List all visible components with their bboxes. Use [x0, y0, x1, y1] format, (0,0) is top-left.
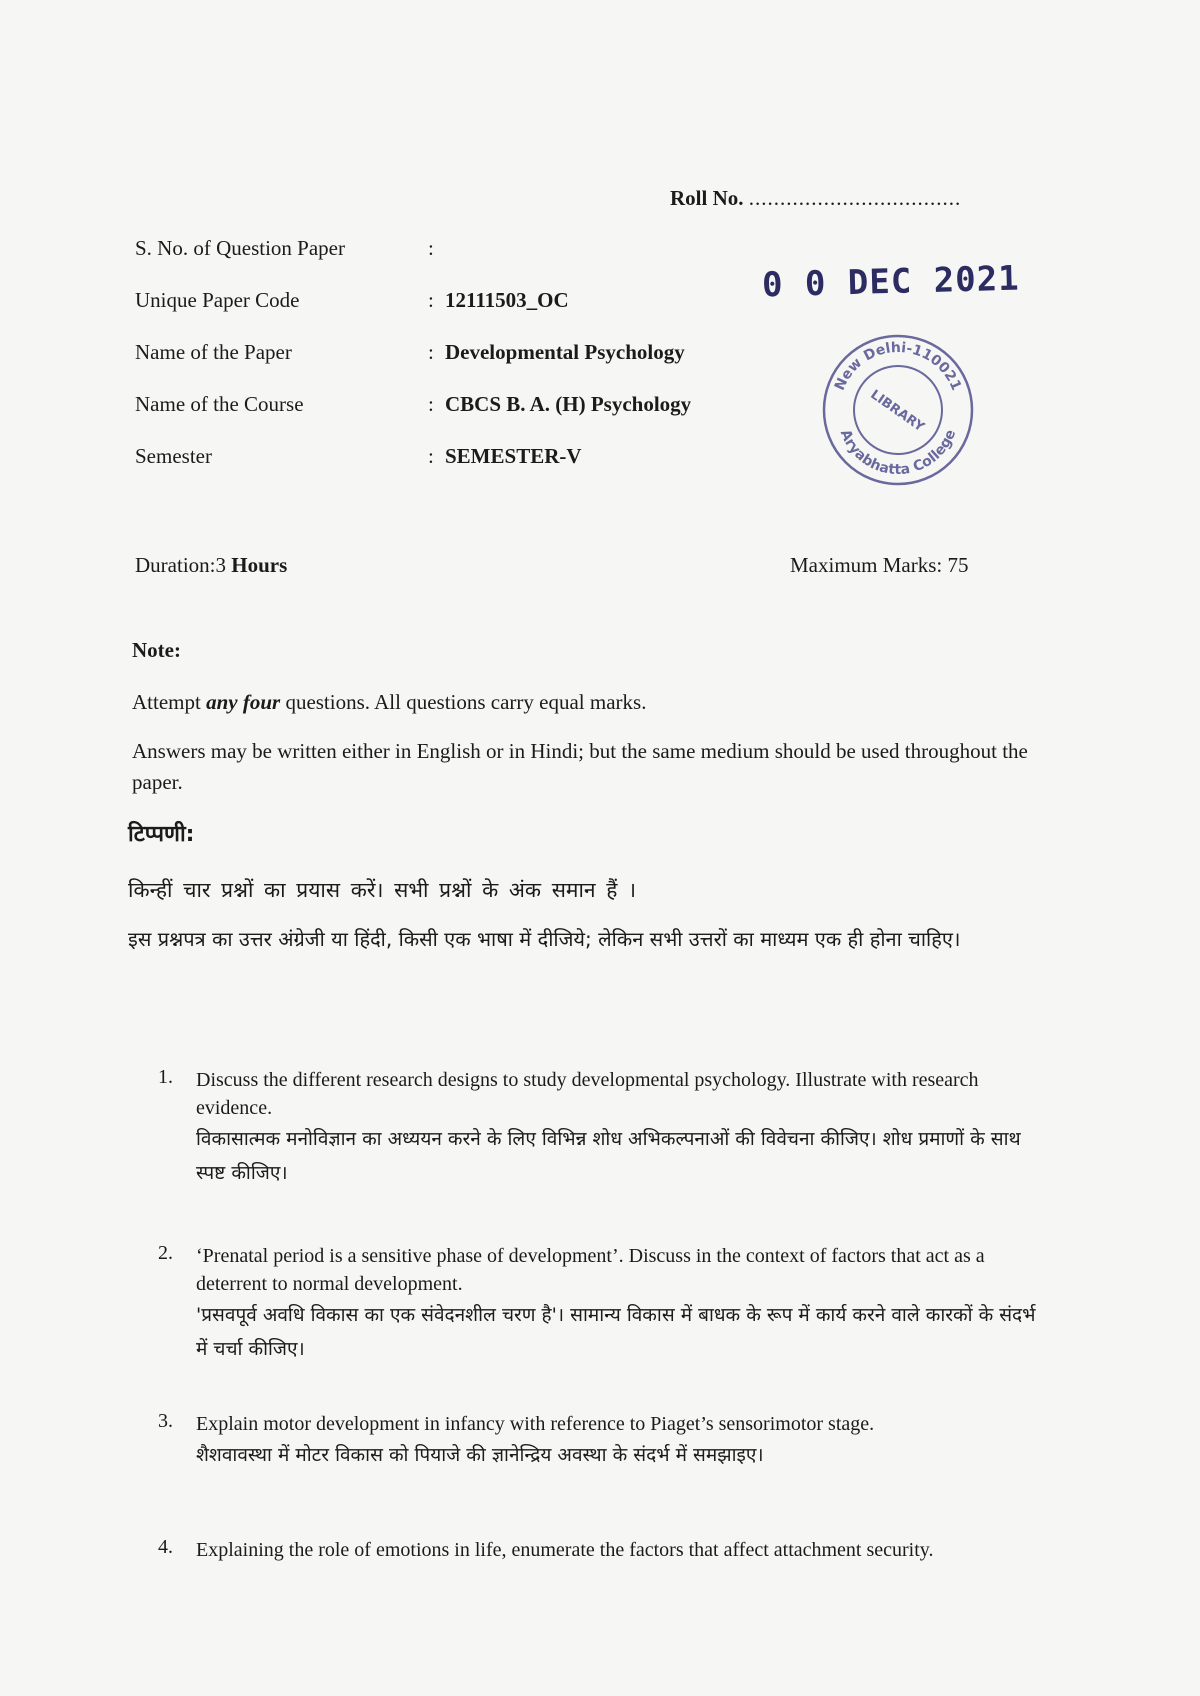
question-text-hindi: विकासात्मक मनोविज्ञान का अध्ययन करने के लिए विभिन्न शोध अभिकल्पनाओं की विवेचना कीजिए। शोध प्रमाणों के साथ स्पष्ट कीजिए।: [196, 1128, 1021, 1184]
hindi-instruction-medium: इस प्रश्नपत्र का उत्तर अंग्रेजी या हिंदी, किसी एक भाषा में दीजिये; लेकिन सभी उत्तरों का माध्यम एक ही होना चाहिए।: [128, 927, 961, 951]
library-seal-stamp: [818, 330, 978, 490]
seal-text-center: LIBRARY: [867, 387, 927, 436]
seal-text-bottom: Aryabhatta College: [836, 427, 960, 479]
detail-label: Unique Paper Code: [135, 288, 300, 312]
question-text-english: ‘Prenatal period is a sensitive phase of development’. Discuss in the context of factors that act as a deterrent to normal development.: [196, 1245, 985, 1295]
question-number: 4.: [158, 1536, 173, 1558]
detail-value: SEMESTER-V: [445, 444, 582, 468]
question-number: 3.: [158, 1410, 173, 1432]
date-stamp: 0 0 DEC 2021: [761, 258, 1021, 306]
question-item: [150, 1410, 1050, 1472]
question-number: 2.: [158, 1242, 173, 1264]
detail-colon: :: [428, 288, 434, 312]
question-item: [150, 1066, 1050, 1190]
instruction-text: questions. All questions carry equal marks.: [280, 690, 647, 714]
instruction-emphasis: any four: [206, 690, 281, 714]
question-text-hindi: 'प्रसवपूर्व अवधि विकास का एक संवेदनशील चरण है'। सामान्य विकास में बाधक के रूप में कार्य करने वाले कारकों के संदर्भ में चर्चा कीजिए।: [196, 1304, 1036, 1360]
roll-number-line: [670, 186, 961, 211]
detail-colon: :: [428, 392, 434, 416]
question-text-hindi: शैशवावस्था में मोटर विकास को पियाजे की ज्ञानेन्द्रिय अवस्था के संदर्भ में समझाइए।: [196, 1444, 764, 1466]
question-list: [150, 1066, 1050, 1598]
question-number: 1.: [158, 1066, 173, 1088]
duration-unit: Hours: [231, 553, 288, 577]
detail-value: 12111503_OC: [445, 288, 569, 312]
detail-label: Name of the Course: [135, 392, 304, 416]
detail-label: Semester: [135, 444, 212, 468]
maximum-marks: Maximum Marks: 75: [790, 553, 969, 577]
question-text-english: Explaining the role of emotions in life, enumerate the factors that affect attachment security.: [196, 1539, 934, 1561]
hindi-instruction-attempt: किन्हीं चार प्रश्नों का प्रयास करें। सभी प्रश्नों के अंक समान हैं ।: [128, 878, 637, 902]
question-item: [150, 1536, 1050, 1564]
exam-duration: [135, 553, 287, 578]
question-item: [150, 1242, 1050, 1366]
detail-label: S. No. of Question Paper: [135, 236, 345, 260]
seal-text-top: New Delhi-110021: [831, 339, 965, 393]
detail-value: Developmental Psychology: [445, 340, 685, 364]
question-text-english: Discuss the different research designs to study developmental psychology. Illustrate with research evidence.: [196, 1069, 979, 1119]
instruction-attempt: [132, 690, 646, 715]
detail-value: CBCS B. A. (H) Psychology: [445, 392, 692, 416]
instruction-medium: Answers may be written either in English or in Hindi; but the same medium should be used throughout the paper.: [132, 739, 1028, 794]
detail-colon: :: [428, 236, 434, 260]
note-heading: Note:: [132, 638, 181, 662]
question-text-english: Explain motor development in infancy with reference to Piaget’s sensorimotor stage.: [196, 1413, 875, 1435]
roll-number-label: Roll No.: [670, 186, 744, 210]
detail-colon: :: [428, 340, 434, 364]
duration-label: Duration:3: [135, 553, 226, 577]
hindi-note-heading: टिप्पणी:: [128, 822, 195, 847]
roll-number-blank: ..................................: [748, 186, 962, 210]
instruction-text: Attempt: [132, 690, 207, 714]
detail-label: Name of the Paper: [135, 340, 292, 364]
detail-colon: :: [428, 444, 434, 468]
